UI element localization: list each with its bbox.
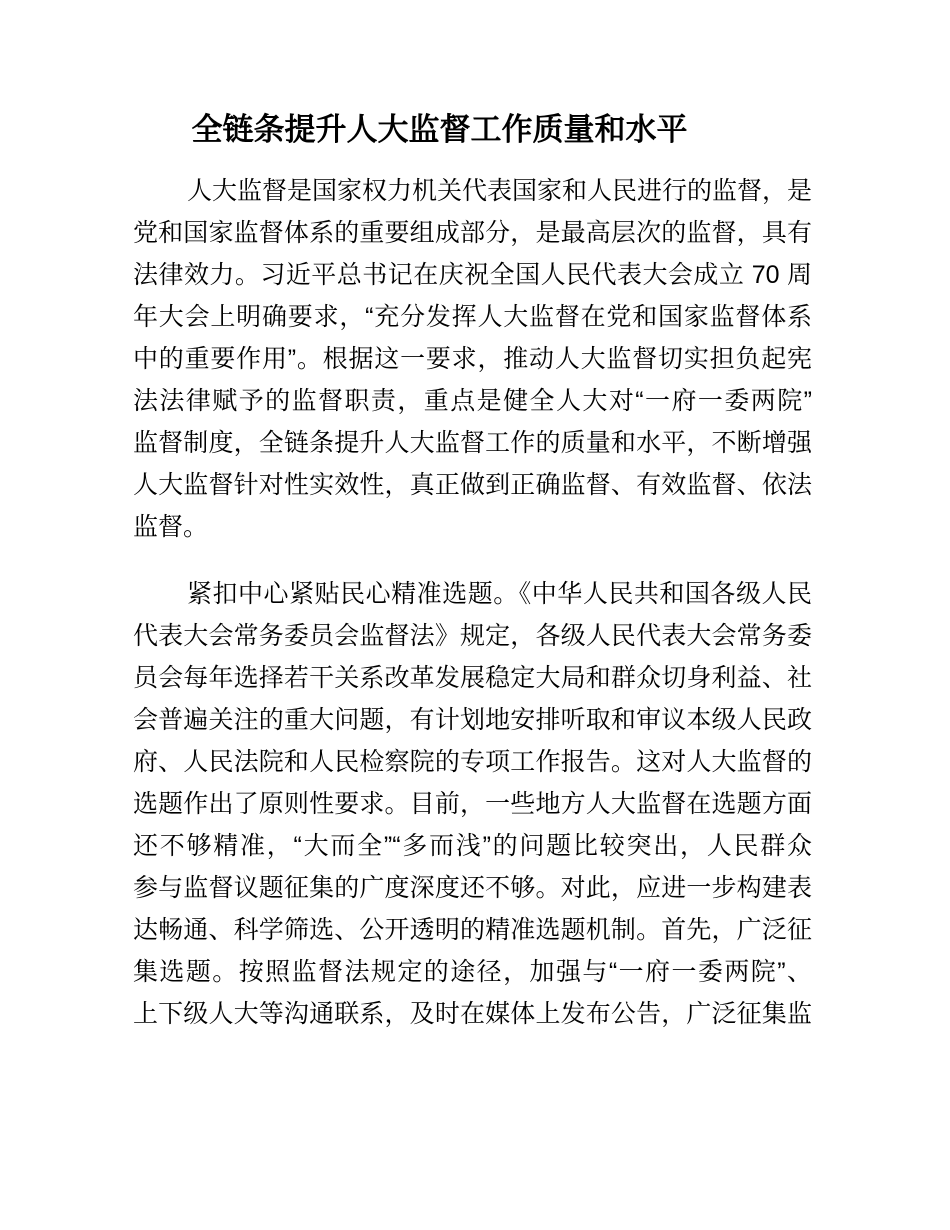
body-line: 年大会上明确要求，“充分发挥人大监督在党和国家监督体系 — [133, 303, 812, 331]
body-line: 府、人民法院和人民检察院的专项工作报告。这对人大监督的 — [133, 748, 812, 776]
body-line: 法法律赋予的监督职责，重点是健全人大对“一府一委两院” — [133, 387, 812, 415]
body-line: 人大监督针对性实效性，真正做到正确监督、有效监督、依法 — [133, 471, 812, 499]
body-line: 选题作出了原则性要求。目前，一些地方人大监督在选题方面 — [133, 790, 812, 818]
paragraph-2 — [133, 573, 812, 1035]
body-line: 法律效力。习近平总书记在庆祝全国人民代表大会成立 70 周 — [133, 261, 812, 289]
body-line: 上下级人大等沟通联系，及时在媒体上发布公告，广泛征集监 — [133, 1000, 812, 1028]
body-line: 还不够精准，“大而全”“多而浅”的问题比较突出，人民群众 — [133, 832, 812, 860]
paragraph-1 — [133, 170, 812, 548]
body-line: 人大监督是国家权力机关代表国家和人民进行的监督，是 — [187, 177, 812, 205]
body-line: 参与监督议题征集的广度深度还不够。对此，应进一步构建表 — [133, 874, 812, 902]
body-line: 达畅通、科学筛选、公开透明的精准选题机制。首先，广泛征 — [133, 916, 812, 944]
body-line: 代表大会常务委员会监督法》规定，各级人民代表大会常务委 — [133, 622, 812, 650]
body-line: 会普遍关注的重大问题，有计划地安排听取和审议本级人民政 — [133, 706, 812, 734]
document-title: 全链条提升人大监督工作质量和水平 — [191, 112, 688, 147]
body-line: 监督制度，全链条提升人大监督工作的质量和水平，不断增强 — [133, 429, 812, 457]
body-line: 党和国家监督体系的重要组成部分，是最高层次的监督，具有 — [133, 219, 812, 247]
document-body — [133, 170, 812, 1035]
body-line: 紧扣中心紧贴民心精准选题。《中华人民共和国各级人民 — [187, 580, 812, 608]
body-line: 员会每年选择若干关系改革发展稳定大局和群众切身利益、社 — [133, 664, 812, 692]
body-line: 监督。 — [133, 513, 209, 541]
body-line: 中的重要作用”。根据这一要求，推动人大监督切实担负起宪 — [133, 345, 812, 373]
body-line: 集选题。按照监督法规定的途径，加强与“一府一委两院”、 — [133, 958, 812, 986]
